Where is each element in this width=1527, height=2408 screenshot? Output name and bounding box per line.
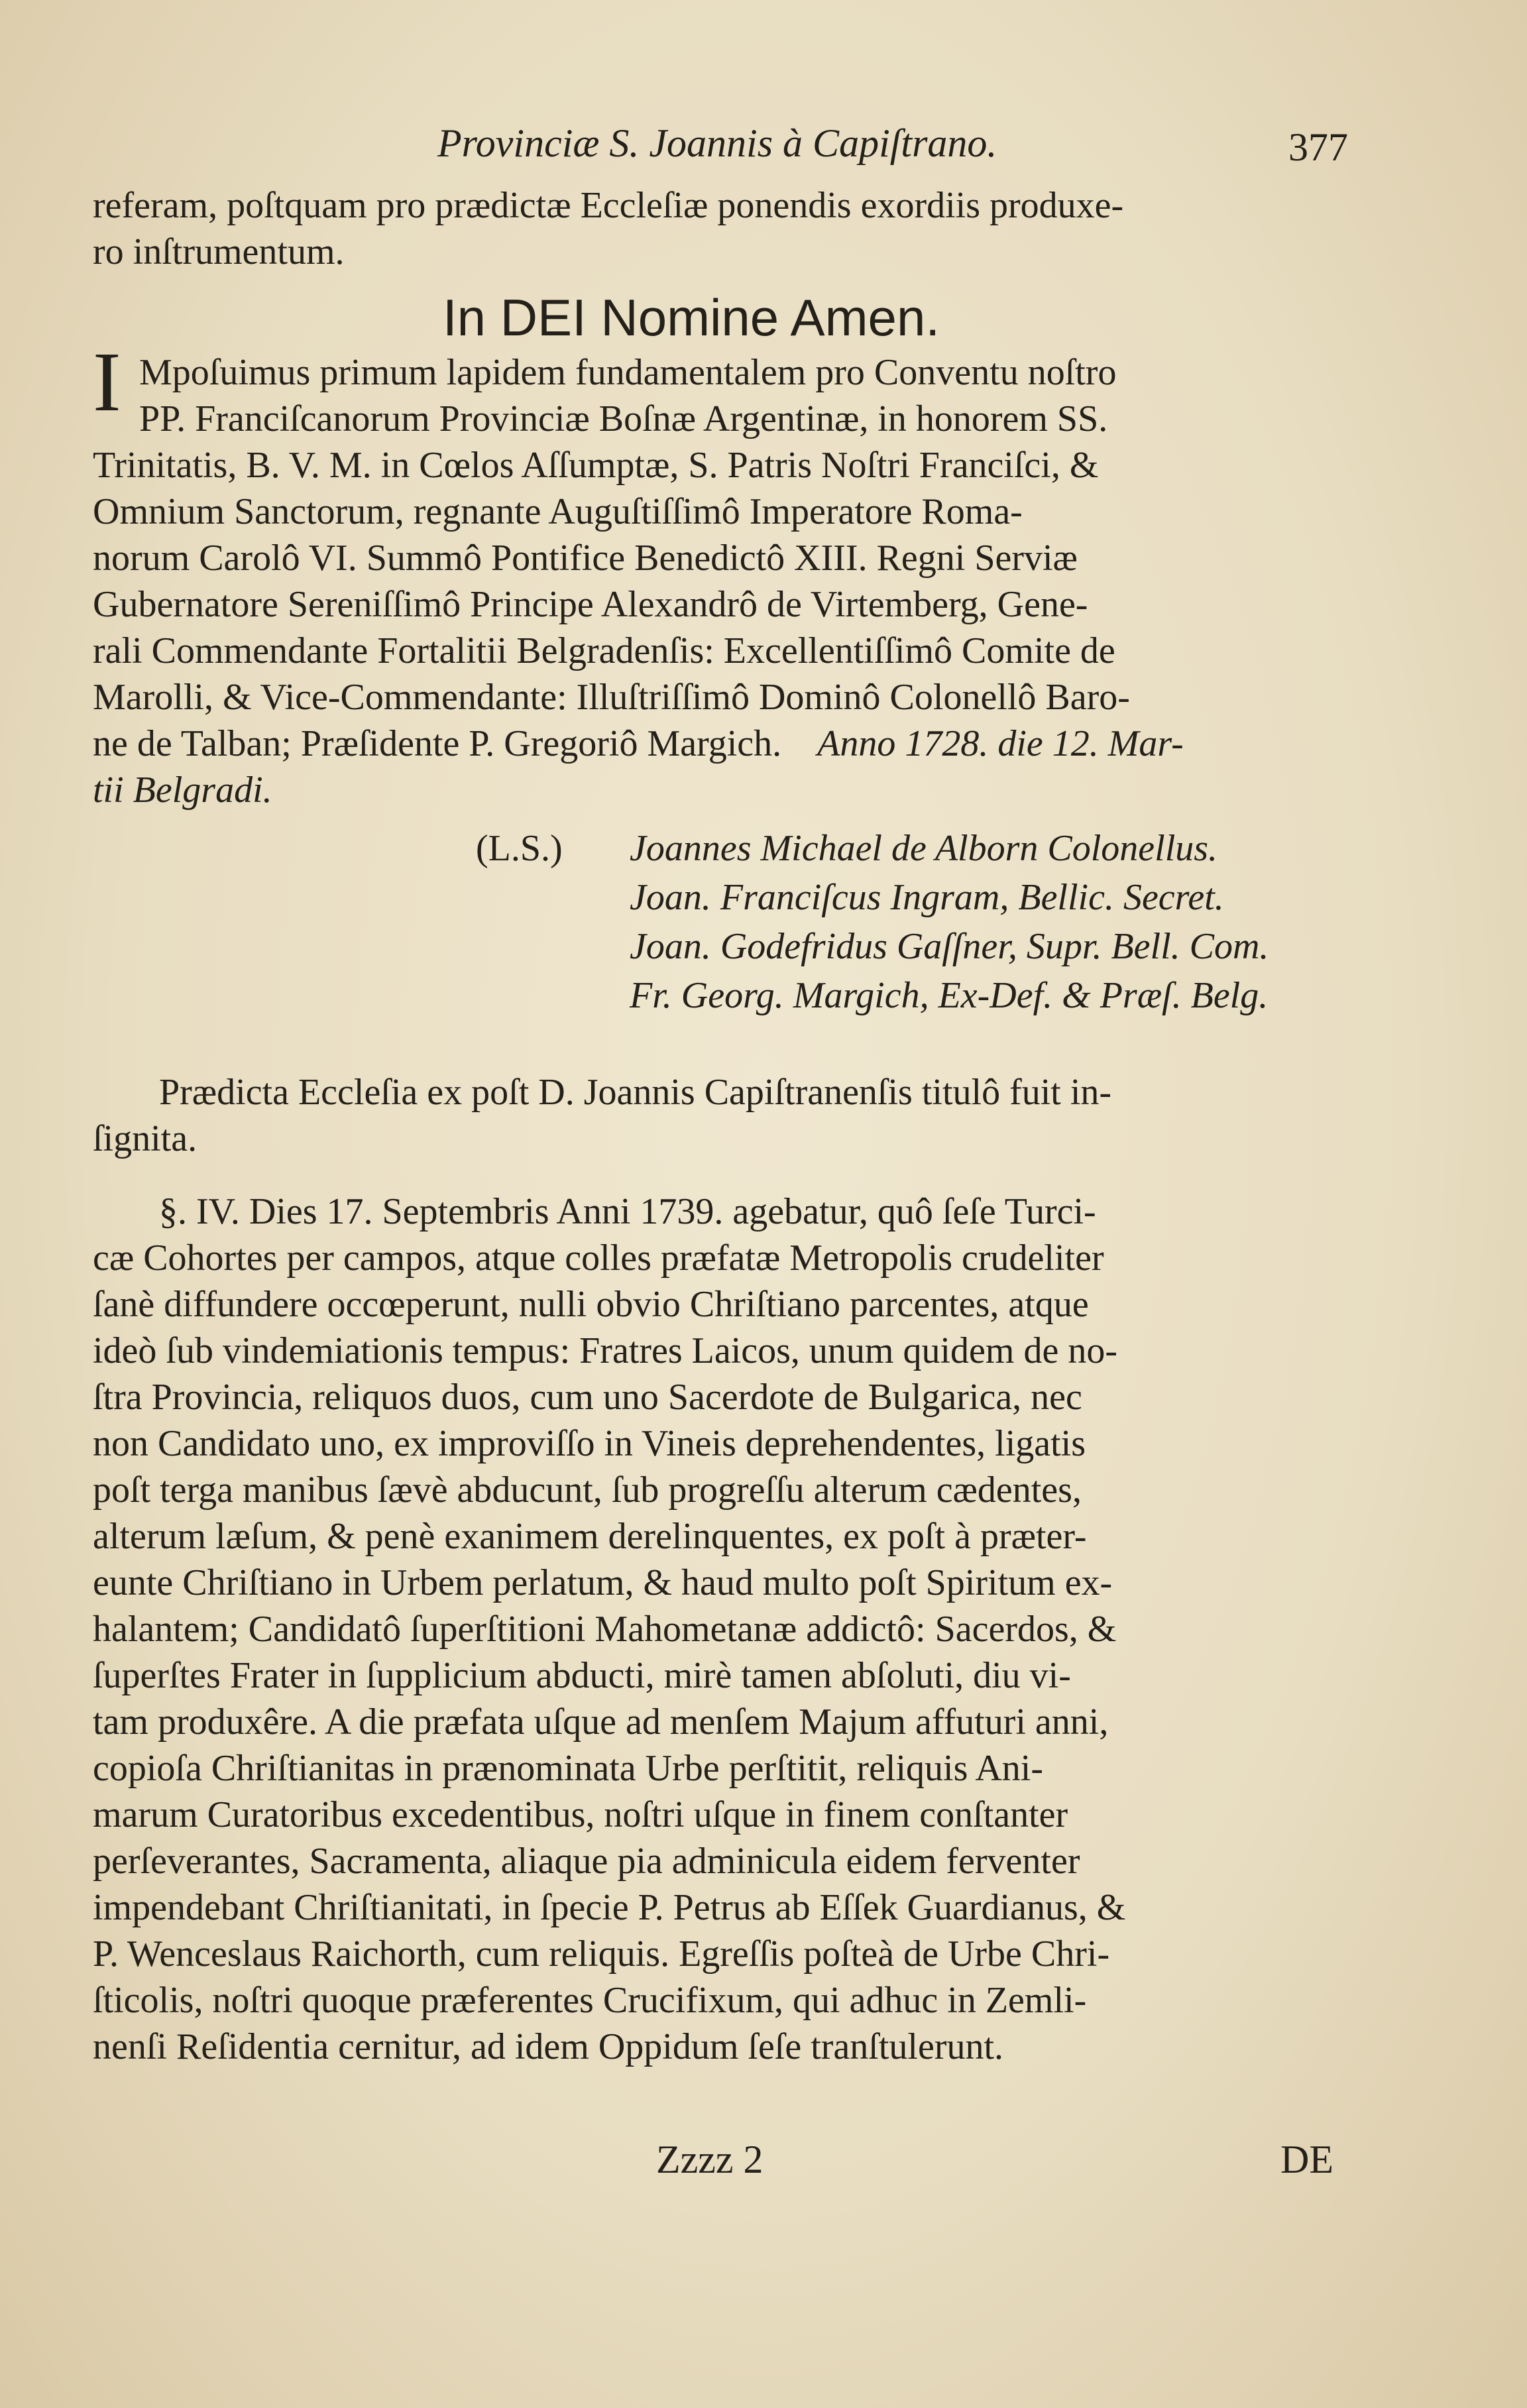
section-line: marum Curatoribus excedentibus, noſtri uſque in finem conſtanter xyxy=(93,1794,1068,1835)
section-line: ſticolis, noſtri quoque præferentes Crucifixum, qui adhuc in Zemli- xyxy=(93,1980,1087,2021)
signature-line: Joan. Godefridus Gaſſner, Supr. Bell. Com. xyxy=(630,926,1269,967)
signature-line: Joan. Franciſcus Ingram, Bellic. Secret. xyxy=(630,877,1224,918)
catchword: DE xyxy=(1280,2138,1333,2181)
section-line: ſanè diffundere occœperunt, nulli obvio Chriſtiano parcentes, atque xyxy=(93,1284,1089,1325)
section-line: perſeverantes, Sacramenta, aliaque pia adminicula eidem ferventer xyxy=(93,1841,1080,1882)
inscription-line: Mpoſuimus primum lapidem fundamentalem pro Conventu noſtro xyxy=(139,352,1117,393)
section-line: poſt terga manibus ſævè abducunt, ſub progreſſu alterum cædentes, xyxy=(93,1469,1082,1511)
signature-line: Fr. Georg. Margich, Ex-Def. & Præſ. Belg. xyxy=(630,975,1269,1016)
section-line: ideò ſub vindemiationis tempus: Fratres Laicos, unum quidem de no- xyxy=(93,1330,1117,1371)
inscription-line: Omnium Sanctorum, regnante Auguſtiſſimô Imperatore Roma- xyxy=(93,491,1023,532)
intro-text-1: referam, poſtquam pro prædictæ Eccleſiæ ponendis exordiis produxe- xyxy=(93,185,1124,226)
note-line-2: ſignita. xyxy=(93,1118,198,1159)
inscription-line: rali Commendante Fortalitii Belgradenſis: Excellentiſſimô Comite de xyxy=(93,630,1115,671)
inscription-date-end: tii Belgradi. xyxy=(93,770,272,811)
inscription-line: norum Carolô VI. Summô Pontifice Benedictô XIII. Regni Serviæ xyxy=(93,538,1078,579)
note-line-1: Prædicta Eccleſia ex poſt D. Joannis Capiſtranenſis titulô fuit in- xyxy=(159,1072,1112,1113)
seal-mark: (L.S.) xyxy=(476,828,563,869)
intro-line-2: ro inſtrumentum. xyxy=(93,231,345,272)
page-number: 377 xyxy=(1288,125,1348,169)
inscription-line-text: ne de Talban; Præſidente P. Gregoriô Margich. xyxy=(93,723,782,764)
inscription-date: Anno 1728. die 12. Mar- xyxy=(817,723,1184,764)
inscription-line: PP. Franciſcanorum Provinciæ Boſnæ Argentinæ, in honorem SS. xyxy=(139,398,1108,439)
section-line: non Candidato uno, ex improviſſo in Vineis deprehendentes, ligatis xyxy=(93,1423,1086,1464)
signature-mark: Zzzz 2 xyxy=(656,2138,764,2181)
section-line: P. Wenceslaus Raichorth, cum reliquis. Egreſſis poſteà de Urbe Chri- xyxy=(93,1933,1110,1975)
section-line: alterum læſum, & penè exanimem derelinquentes, ex poſt à præter- xyxy=(93,1516,1087,1557)
heading-in-dei-nomine: In DEI Nomine Amen. xyxy=(443,288,940,347)
section-line: nenſi Reſidentia cernitur, ad idem Oppidum ſeſe tranſtulerunt. xyxy=(93,2026,1004,2067)
inscription-line xyxy=(93,725,1184,762)
section-line: cæ Cohortes per campos, atque colles præfatæ Metropolis crudeliter xyxy=(93,1237,1104,1279)
inscription-line: Marolli, & Vice-Commendante: Illuſtriſſimô Dominô Colonellô Baro- xyxy=(93,677,1130,718)
running-title: Provinciæ S. Joannis à Capiſtrano. xyxy=(437,121,997,165)
section-line: copioſa Chriſtianitas in prænominata Urbe perſtitit, reliquis Ani- xyxy=(93,1748,1043,1789)
section-line: impendebant Chriſtianitati, in ſpecie P. Petrus ab Eſſek Guardianus, & xyxy=(93,1887,1126,1928)
section-line: tam produxêre. A die præfata uſque ad menſem Majum affuturi anni, xyxy=(93,1701,1109,1743)
section-line: eunte Chriſtiano in Urbem perlatum, & haud multo poſt Spiritum ex- xyxy=(93,1562,1113,1603)
section-line: ſtra Provincia, reliquos duos, cum uno Sacerdote de Bulgarica, nec xyxy=(93,1377,1082,1418)
drop-initial: I xyxy=(93,335,121,429)
intro-line-1 xyxy=(93,187,1418,224)
inscription-line: Gubernatore Sereniſſimô Principe Alexandrô de Virtemberg, Gene- xyxy=(93,584,1088,625)
inscription-line: Trinitatis, B. V. M. in Cœlos Aſſumptæ, S. Patris Noſtri Franciſci, & xyxy=(93,445,1099,486)
section-line: §. IV. Dies 17. Septembris Anni 1739. agebatur, quô ſeſe Turci- xyxy=(159,1191,1096,1232)
signature-line: Joannes Michael de Alborn Colonellus. xyxy=(630,828,1218,869)
section-line: ſuperſtes Frater in ſupplicium abducti, mirè tamen abſoluti, diu vi- xyxy=(93,1655,1071,1696)
section-line: halantem; Candidatô ſuperſtitioni Mahometanæ addictô: Sacerdos, & xyxy=(93,1609,1117,1650)
